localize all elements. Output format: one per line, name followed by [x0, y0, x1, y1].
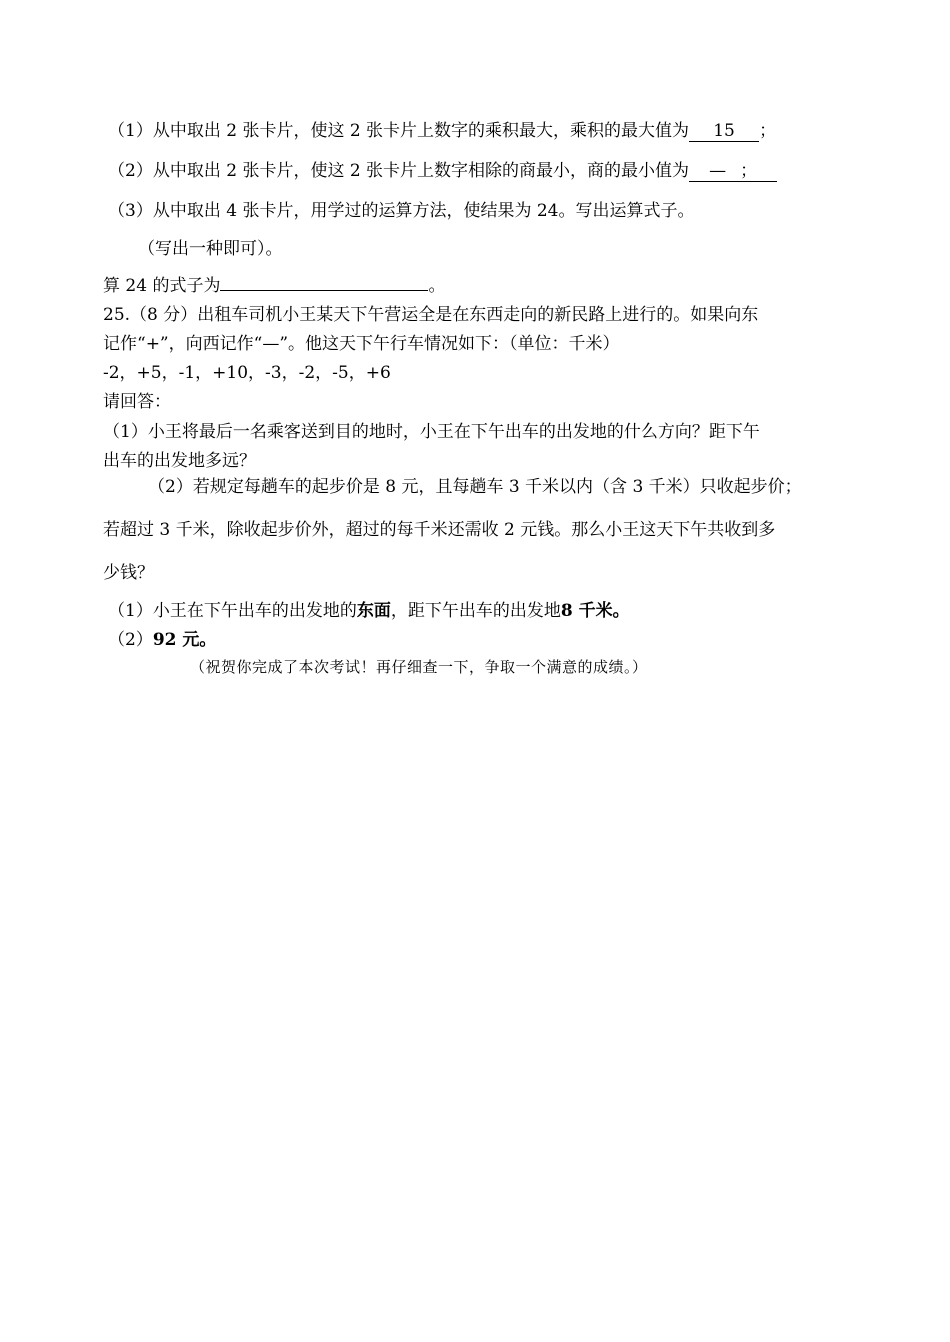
closing-note: （祝贺你完成了本次考试！再仔细查一下，争取一个满意的成绩。） [190, 658, 648, 676]
question-25-sub1-line1: （1）小王将最后一名乘客送到目的地时，小王在下午出车的出发地的什么方向？距下午 [103, 422, 760, 442]
card-question-1-text: （1）从中取出 2 张卡片，使这 2 张卡片上数字的乘积最大，乘积的最大值为 [108, 121, 690, 141]
card-question-1-answer: 15 [689, 121, 759, 142]
card-question-2-answer-wrap [689, 161, 777, 182]
question-25-data: -2，+5，-1，+10，-3，-2，-5，+6 [103, 363, 391, 383]
answer-1-prefix: （1）小王在下午出车的出发地的 [108, 601, 357, 621]
answer-1-distance: 8 千米。 [560, 601, 630, 621]
expression-label: 算 24 的式子为 [103, 276, 221, 296]
card-question-2-answer [689, 161, 777, 182]
card-question-hint: （写出一种即可）。 [138, 239, 283, 259]
answer-1-mid: ，距下午出车的出发地 [390, 601, 561, 621]
answer-1 [108, 600, 630, 622]
expression-blank [220, 290, 428, 291]
card-question-1 [108, 120, 776, 142]
question-25-sub2-line2: 若超过 3 千米，除收起步价外，超过的每千米还需收 2 元钱。那么小王这天下午共收到多 [103, 520, 776, 540]
card-question-3: （3）从中取出 4 张卡片，用学过的运算方法，使结果为 24。写出运算式子。 [108, 201, 695, 221]
card-question-2 [108, 160, 777, 182]
question-25-prompt: 请回答： [103, 392, 171, 412]
expression-suffix: 。 [428, 276, 446, 296]
card-question-2-answer-text: — [709, 161, 727, 181]
card-question-2-suffix: ； [740, 161, 758, 181]
answer-2-prefix: （2） [108, 630, 153, 650]
question-25-header: 25.（8 分）出租车司机小王某天下午营运全是在东西走向的新民路上进行的。如果向东 [103, 305, 759, 325]
card-question-2-text: （2）从中取出 2 张卡片，使这 2 张卡片上数字相除的商最小，商的最小值为 [108, 161, 690, 181]
question-25-sub1-line2: 出车的出发地多远？ [103, 451, 256, 471]
question-25-sub2-line1: （2）若规定每趟车的起步价是 8 元，且每趟车 3 千米以内（含 3 千米）只收起步价； [148, 477, 802, 497]
answer-1-direction: 东面 [356, 601, 391, 621]
answer-2 [108, 629, 216, 651]
question-25-header-cont: 记作“+”，向西记作“—”。他这天下午行车情况如下：（单位：千米） [103, 334, 620, 354]
answer-2-amount: 92 元。 [152, 630, 217, 650]
card-question-1-suffix: ； [759, 121, 777, 141]
expression-line [103, 275, 445, 297]
question-25-sub2-line3: 少钱？ [103, 563, 154, 583]
